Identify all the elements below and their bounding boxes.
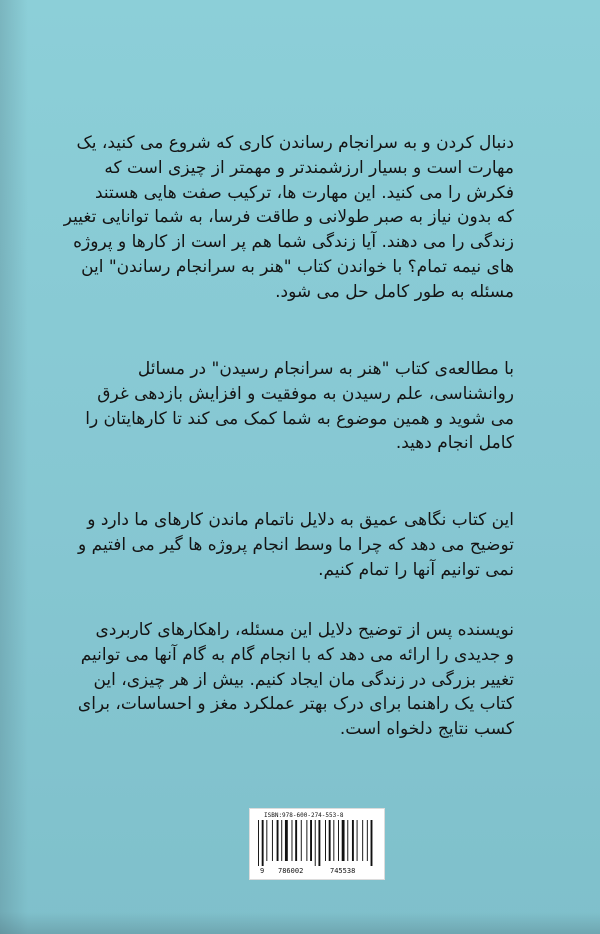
paragraph-line: روانشناسی، علم رسیدن به موفقیت و افزایش بازدهی غرق	[97, 383, 514, 404]
barcode-bar	[292, 820, 293, 861]
paragraph-line: فکرش را می کنید. این مهارت ها، ترکیب صفت هایی هستند	[94, 182, 514, 203]
barcode-bar	[367, 820, 368, 861]
barcode-bar	[266, 820, 267, 861]
barcode-bar	[347, 820, 348, 861]
isbn-barcode	[249, 808, 385, 880]
paragraph-line: تغییر بزرگی در زندگی مان ایجاد کنیم. بیش از هر چیزی، این	[93, 669, 514, 690]
barcode-bar	[281, 820, 282, 861]
barcode-bar	[301, 820, 302, 861]
barcode-bar	[329, 820, 331, 861]
barcode-bar	[362, 820, 363, 861]
barcode-bar	[306, 820, 307, 861]
paragraph-line: کتاب یک راهنما برای درک بهتر عملکرد مغز و احساسات، برای	[77, 694, 514, 715]
barcode-bar	[318, 820, 320, 866]
barcode-bar	[310, 820, 312, 861]
barcode-bar	[315, 820, 316, 866]
barcode-bar	[325, 820, 326, 861]
barcode-bar	[371, 820, 373, 866]
barcode-bar	[285, 820, 288, 861]
blurb-paragraph-2	[85, 357, 514, 456]
barcode-bar	[357, 820, 358, 861]
paragraph-line: این کتاب نگاهی عمیق به دلایل ناتمام ماندن کارهای ما دارد و	[87, 510, 514, 530]
paragraph-line: با مطالعه‌ی کتاب "هنر به سرانجام رسیدن" در مسائل	[137, 359, 514, 379]
paragraph-line: مهارت است و بسیار ارزشمندتر و مهمتر از چیزی است که	[104, 157, 514, 178]
paragraph-line: دنبال کردن و به سرانجام رساندن کاری که شروع می کنید، یک	[76, 133, 514, 153]
blurb-paragraph-4	[77, 618, 514, 742]
paragraph-line: کسب نتایج دلخواه است.	[339, 719, 514, 740]
barcode-bar	[295, 820, 297, 861]
paragraph-line: می شوید و همین موضوع به شما کمک می کند تا کارهایتان را	[85, 408, 514, 429]
isbn-label: ISBN:978-600-274-553-8	[264, 812, 344, 819]
paragraph-line: و جدیدی را ارائه می دهد که با انجام گام به گام آنها می توانیم	[80, 644, 514, 665]
paragraph-line: کامل انجام دهید.	[395, 433, 514, 454]
barcode-bar	[258, 820, 259, 866]
paragraph-line: های نیمه تمام؟ با خواندن کتاب "هنر به سرانجام رساندن" این	[81, 256, 514, 277]
blurb-paragraph-1	[63, 131, 514, 305]
barcode-digits-middle: 786002	[278, 867, 304, 875]
barcode-bar	[352, 820, 354, 861]
barcode-bar	[338, 820, 339, 861]
blurb-paragraph-3	[78, 508, 514, 582]
barcode-digits-right: 745538	[330, 867, 356, 875]
paragraph-line: که بدون نیاز به صبر طولانی و طاقت فرسا، به شما توانایی تغییر	[63, 207, 514, 228]
barcode-bar	[272, 820, 273, 861]
barcode-digits-left: 9	[260, 867, 265, 875]
paragraph-line: نویسنده پس از توضیح دلایل این مسئله، راهکارهای کاربردی	[95, 620, 514, 640]
barcode-bar	[333, 820, 334, 861]
barcode-bars	[256, 820, 380, 866]
paragraph-line: توضیح می دهد که چرا ما وسط انجام پروژه ها گیر می افتیم و	[78, 534, 514, 555]
paragraph-line: نمی توانیم آنها را تمام کنیم.	[318, 559, 514, 580]
paragraph-line: مسئله به طور کامل حل می شود.	[275, 281, 514, 302]
barcode-bar	[262, 820, 264, 866]
paragraph-line: زندگی را می دهند. آیا زندگی شما هم پر است از کارها و پروژه	[73, 232, 514, 253]
barcode-bar	[342, 820, 345, 861]
barcode-bar	[277, 820, 279, 861]
